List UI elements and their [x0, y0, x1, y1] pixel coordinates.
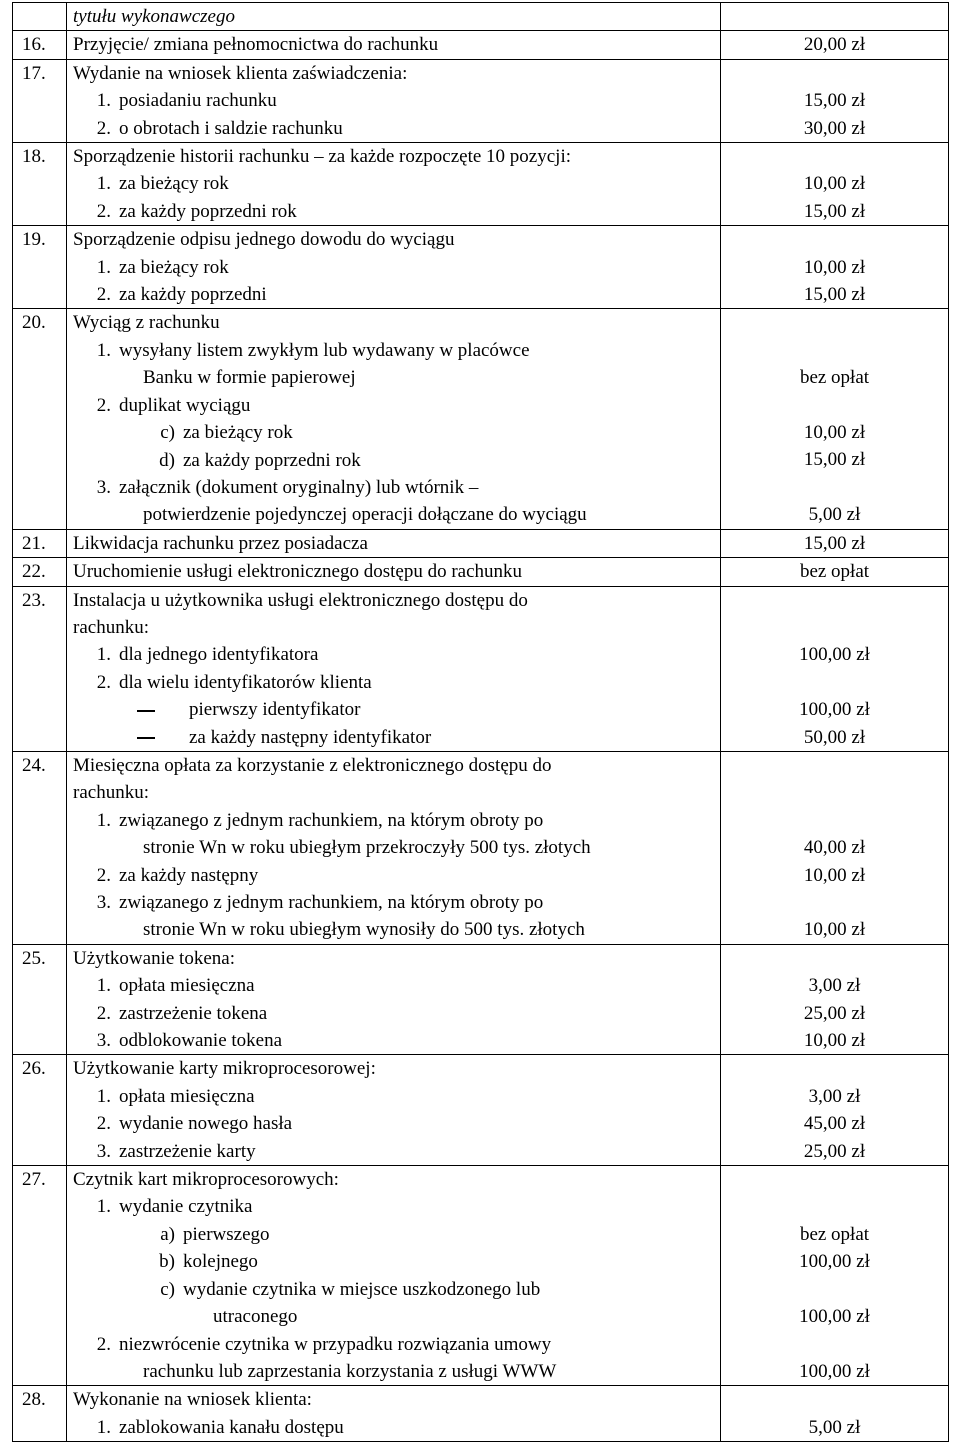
item-price: [721, 558, 949, 586]
description-subitem: [73, 337, 714, 364]
item-number: 27.: [13, 1166, 67, 1386]
table-row: [13, 1386, 949, 1442]
list-marker: 2.: [96, 394, 111, 416]
description-line: stronie Wn w roku ubiegłym wynosiły do 500 tys. złotych: [143, 919, 585, 941]
item-price: [721, 1166, 949, 1386]
description-subitem: [73, 972, 714, 999]
list-marker: 1.: [96, 90, 111, 112]
item-number: 16.: [13, 31, 67, 59]
item-price: [721, 1055, 949, 1166]
subitem-text: za każdy poprzedni rok: [119, 200, 297, 222]
price-value: [727, 1386, 942, 1413]
description-subitem: [73, 419, 714, 446]
price-value: [727, 1276, 942, 1303]
description-line: rachunku:: [73, 782, 149, 804]
list-marker: 2.: [96, 864, 111, 886]
table-row: [13, 1055, 949, 1166]
description-subitem: [73, 1138, 714, 1165]
description-subitem: [73, 281, 714, 308]
list-marker: [117, 724, 189, 751]
item-number: 23.: [13, 586, 67, 751]
table-row: [13, 751, 949, 944]
price-value: [727, 143, 942, 170]
item-description: [67, 1055, 721, 1166]
subitem-text: opłata miesięczna: [119, 1085, 255, 1107]
description-line: utraconego: [213, 1306, 298, 1328]
item-price: [721, 31, 949, 59]
price-value: [727, 474, 942, 501]
list-marker: 1.: [96, 809, 111, 831]
item-description: [67, 31, 721, 59]
subitem-text: dla jednego identyfikatora: [119, 644, 319, 666]
price-value: [727, 1055, 942, 1082]
item-price: [721, 586, 949, 751]
description-subitem: [73, 1193, 714, 1220]
subitem-text: pierwszy identyfikator: [189, 699, 361, 721]
description-line: Wykonanie na wniosek klienta:: [73, 1389, 312, 1411]
description-subitem: [73, 447, 714, 474]
description-line: Sporządzenie historii rachunku – za każde rozpoczęte 10 pozycji:: [73, 146, 572, 168]
price-value: [727, 752, 942, 779]
subitem-text: zastrzeżenie tokena: [119, 1002, 268, 1024]
item-number: 19.: [13, 226, 67, 309]
item-description: [67, 59, 721, 142]
table-row: [13, 944, 949, 1055]
subitem-text: za bieżący rok: [119, 256, 229, 278]
item-price: [721, 59, 949, 142]
description-line: Czytnik kart mikroprocesorowych:: [73, 1169, 339, 1191]
price-value: 15,00 zł: [803, 284, 866, 306]
table-row: [13, 529, 949, 557]
price-value: 15,00 zł: [803, 532, 866, 554]
price-value: [727, 1330, 942, 1357]
subitem-text: wydanie nowego hasła: [119, 1113, 293, 1135]
subitem-text: związanego z jednym rachunkiem, na którym obroty po: [119, 809, 544, 831]
price-value: 25,00 zł: [803, 1140, 866, 1162]
description-line: Wydanie na wniosek klienta zaświadczenia:: [73, 62, 408, 84]
description-line: Użytkowanie tokena:: [73, 947, 235, 969]
list-marker: 3.: [96, 892, 111, 913]
price-value: [727, 309, 942, 336]
price-value: 100,00 zł: [799, 1251, 870, 1273]
item-price: [721, 3, 949, 31]
item-price: [721, 751, 949, 944]
description-subitem: [73, 170, 714, 197]
list-marker: 3.: [96, 1140, 111, 1162]
description-line: Banku w formie papierowej: [143, 367, 356, 389]
list-marker: 1.: [96, 975, 111, 997]
price-value: [727, 226, 942, 253]
item-number: 18.: [13, 143, 67, 226]
description-line: Użytkowanie karty mikroprocesorowej:: [73, 1058, 376, 1080]
list-marker: c): [160, 1278, 175, 1300]
table-row: [13, 558, 949, 586]
item-description: [67, 529, 721, 557]
item-number: 20.: [13, 309, 67, 529]
description-subitem: [73, 1331, 714, 1358]
subitem-text: za bieżący rok: [183, 422, 293, 444]
price-value: 100,00 zł: [799, 1360, 870, 1382]
subitem-text: załącznik (dokument oryginalny) lub wtórnik –: [119, 476, 479, 498]
description-subitem: [73, 1221, 714, 1248]
subitem-text: duplikat wyciągu: [119, 394, 251, 416]
description-subitem: [73, 1110, 714, 1137]
description-line: Instalacja u użytkownika usługi elektronicznego dostępu do: [73, 589, 528, 611]
item-number: 24.: [13, 751, 67, 944]
price-value: 10,00 zł: [803, 919, 866, 941]
description-line: Likwidacja rachunku przez posiadacza: [73, 532, 368, 554]
description-subitem: [73, 1248, 714, 1275]
fee-table: [12, 2, 949, 1442]
list-marker: 2.: [96, 1113, 111, 1135]
list-marker: d): [159, 449, 175, 471]
price-value: [727, 807, 942, 834]
table-row: [13, 309, 949, 529]
price-value: [727, 587, 942, 614]
subitem-text: odblokowanie tokena: [119, 1030, 283, 1052]
table-row: [13, 3, 949, 31]
description-subitem: [73, 1000, 714, 1027]
price-value: [727, 945, 942, 972]
description-line: rachunku lub zaprzestania korzystania z usługi WWW: [143, 1360, 557, 1382]
item-description: [67, 1166, 721, 1386]
subitem-text: za każdy następny identyfikator: [189, 726, 432, 748]
price-value: [727, 779, 942, 806]
subitem-text: za każdy poprzedni: [119, 284, 267, 306]
item-price: [721, 143, 949, 226]
description-subitem: [73, 392, 714, 419]
price-value: 5,00 zł: [808, 1416, 861, 1438]
list-marker: 2.: [96, 284, 111, 306]
description-line: stronie Wn w roku ubiegłym przekroczyły 500 tys. złotych: [143, 837, 591, 859]
list-marker: 1.: [96, 644, 111, 666]
subitem-text: zablokowania kanału dostępu: [119, 1416, 344, 1438]
description-subitem: [73, 862, 714, 889]
item-price: [721, 944, 949, 1055]
description-subitem: [73, 1083, 714, 1110]
price-value: 20,00 zł: [803, 34, 866, 56]
description-line: tytułu wykonawczego: [73, 6, 235, 27]
list-marker: 1.: [96, 173, 111, 195]
item-number: 26.: [13, 1055, 67, 1166]
description-subitem: [73, 198, 714, 225]
list-marker: 3.: [96, 1030, 111, 1052]
list-marker: 1.: [96, 1196, 111, 1218]
subitem-text: wydanie czytnika w miejsce uszkodzonego lub: [183, 1278, 541, 1300]
description-line: Przyjęcie/ zmiana pełnomocnictwa do rachunku: [73, 34, 439, 56]
list-marker: 1.: [96, 339, 111, 361]
price-value: 10,00 zł: [803, 422, 866, 444]
item-description: [67, 944, 721, 1055]
price-value: 3,00 zł: [808, 975, 861, 997]
price-value: [727, 1166, 942, 1193]
price-value: bez opłat: [799, 1223, 870, 1245]
price-value: bez opłat: [799, 561, 870, 583]
item-description: [67, 1386, 721, 1442]
subitem-text: wysyłany listem zwykłym lub wydawany w placówce: [119, 339, 530, 361]
list-marker: 1.: [96, 1085, 111, 1107]
list-marker: [117, 696, 189, 723]
price-value: [727, 889, 942, 916]
item-price: [721, 529, 949, 557]
list-marker: c): [160, 422, 175, 444]
subitem-text: o obrotach i saldzie rachunku: [119, 117, 343, 139]
list-marker: a): [160, 1223, 175, 1245]
description-subitem: [73, 641, 714, 668]
price-value: 25,00 zł: [803, 1002, 866, 1024]
description-line: Wyciąg z rachunku: [73, 312, 220, 334]
subitem-text: kolejnego: [183, 1251, 258, 1273]
price-value: 100,00 zł: [799, 699, 870, 721]
table-row: [13, 226, 949, 309]
list-marker: 1.: [96, 1416, 111, 1438]
subitem-text: dla wielu identyfikatorów klienta: [119, 671, 372, 693]
price-value: [727, 60, 942, 87]
list-marker: 2.: [96, 1333, 111, 1355]
price-value: [727, 669, 942, 696]
description-line: Uruchomienie usługi elektronicznego dostępu do rachunku: [73, 561, 523, 583]
price-value: 5,00 zł: [808, 504, 861, 526]
description-line: Miesięczna opłata za korzystanie z elektronicznego dostępu do: [73, 754, 552, 776]
price-value: 3,00 zł: [808, 1085, 861, 1107]
item-description: [67, 751, 721, 944]
description-subitem: [73, 1276, 714, 1303]
price-value: 100,00 zł: [799, 644, 870, 666]
price-value: 10,00 zł: [803, 1030, 866, 1052]
price-value: 10,00 zł: [803, 256, 866, 278]
price-value: [727, 392, 942, 419]
price-value: 15,00 zł: [803, 200, 866, 222]
item-description: [67, 558, 721, 586]
list-marker: 2.: [96, 117, 111, 139]
subitem-text: zastrzeżenie karty: [119, 1140, 256, 1162]
list-marker: 2.: [96, 1002, 111, 1024]
item-description: [67, 143, 721, 226]
description-subitem: [73, 807, 714, 834]
item-description: [67, 309, 721, 529]
description-subitem: [73, 1027, 714, 1054]
price-value: [727, 614, 942, 641]
price-value: 30,00 zł: [803, 117, 866, 139]
description-subitem: [73, 889, 714, 916]
price-value: 100,00 zł: [799, 1306, 870, 1328]
item-number: [13, 3, 67, 31]
description-subitem: [73, 696, 714, 723]
price-value: [727, 337, 942, 364]
subitem-text: za każdy poprzedni rok: [183, 449, 361, 471]
list-marker: 1.: [96, 256, 111, 278]
price-value: bez opłat: [799, 367, 870, 389]
description-subitem: [73, 1414, 714, 1441]
description-subitem: [73, 669, 714, 696]
table-row: [13, 143, 949, 226]
description-subitem: [73, 115, 714, 142]
subitem-text: wydanie czytnika: [119, 1196, 253, 1218]
item-description: [67, 3, 721, 31]
description-subitem: [73, 724, 714, 751]
subitem-text: pierwszego: [183, 1223, 270, 1245]
list-marker: 2.: [96, 671, 111, 693]
list-marker: 3.: [96, 476, 111, 498]
list-marker: 2.: [96, 200, 111, 222]
subitem-text: za bieżący rok: [119, 173, 229, 195]
price-value: 15,00 zł: [803, 90, 866, 112]
price-value: 10,00 zł: [803, 173, 866, 195]
list-marker: b): [159, 1251, 175, 1273]
subitem-text: za każdy następny: [119, 864, 259, 886]
price-value: 15,00 zł: [803, 449, 866, 471]
description-line: potwierdzenie pojedynczej operacji dołączane do wyciągu: [143, 504, 587, 526]
description-subitem: [73, 474, 714, 501]
item-price: [721, 309, 949, 529]
price-value: 50,00 zł: [803, 726, 866, 748]
table-row: [13, 1166, 949, 1386]
item-description: [67, 586, 721, 751]
item-price: [721, 1386, 949, 1442]
price-value: [727, 1193, 942, 1220]
item-description: [67, 226, 721, 309]
item-number: 17.: [13, 59, 67, 142]
subitem-text: opłata miesięczna: [119, 975, 255, 997]
price-value: 45,00 zł: [803, 1113, 866, 1135]
subitem-text: niezwrócenie czytnika w przypadku rozwiązania umowy: [119, 1333, 552, 1355]
table-row: [13, 586, 949, 751]
item-number: 22.: [13, 558, 67, 586]
fee-table-body: [13, 3, 949, 1442]
description-subitem: [73, 87, 714, 114]
table-row: [13, 59, 949, 142]
table-row: [13, 31, 949, 59]
description-line: Sporządzenie odpisu jednego dowodu do wyciągu: [73, 229, 455, 251]
subitem-text: związanego z jednym rachunkiem, na którym obroty po: [119, 892, 544, 913]
item-number: 21.: [13, 529, 67, 557]
item-number: 28.: [13, 1386, 67, 1442]
price-value: [727, 3, 942, 30]
item-price: [721, 226, 949, 309]
description-subitem: [73, 254, 714, 281]
price-value: 10,00 zł: [803, 864, 866, 886]
subitem-text: posiadaniu rachunku: [119, 90, 277, 112]
item-number: 25.: [13, 944, 67, 1055]
price-value: 40,00 zł: [803, 837, 866, 859]
description-line: rachunku:: [73, 616, 149, 638]
